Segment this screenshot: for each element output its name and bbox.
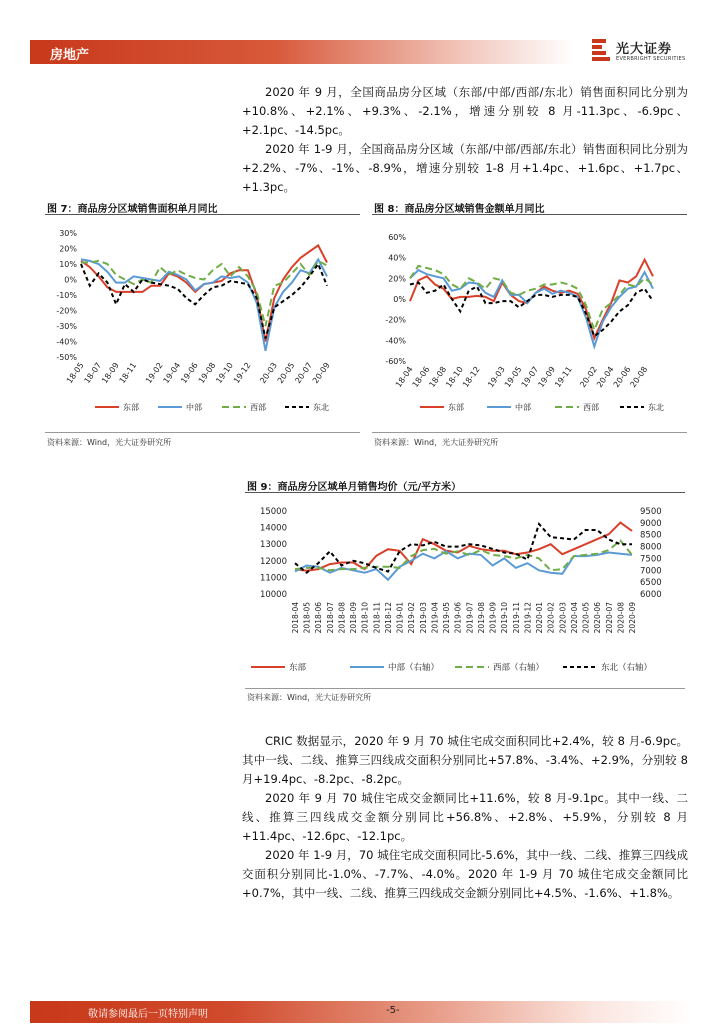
legend-label: 东北 — [648, 403, 664, 412]
legend-label: 中部 — [186, 403, 202, 412]
x-tick-label: 20-02 — [578, 364, 599, 390]
x-tick-label: 2019-08 — [476, 602, 486, 634]
x-tick-label: 2019-07 — [465, 602, 475, 634]
x-tick-label: 2020-01 — [535, 602, 545, 634]
paragraph: 2020 年 9 月，全国商品房分区域（东部/中部/西部/东北）销售面积同比分别为+10.8%、+2.1%、+9.3%、-2.1%，增速分别较 8 月-11.3pc、-6.9pc、+2.1pc、-14.5pc。 — [242, 85, 688, 137]
x-tick-label: 19-11 — [553, 364, 574, 390]
x-tick-label: 2019-04 — [430, 602, 440, 634]
x-tick-label: 2019-06 — [453, 602, 463, 634]
y-tick-label: 20% — [59, 244, 77, 254]
x-tick-label: 2019-01 — [395, 602, 405, 634]
x-tick-label: 18-10 — [444, 364, 465, 390]
legend-label: 东北 — [313, 403, 329, 412]
x-tick-label: 2019-02 — [407, 602, 417, 634]
x-tick-label: 2018-08 — [337, 602, 347, 634]
x-tick-label: 19-08 — [196, 360, 218, 386]
divider — [245, 492, 685, 493]
x-tick-label: 20-06 — [611, 364, 633, 390]
x-tick-label: 2018-10 — [360, 602, 370, 634]
legend-label: 东部 — [448, 403, 464, 412]
x-tick-label: 19-03 — [486, 364, 507, 390]
x-tick-label: 2018-09 — [349, 602, 359, 634]
y-tick-label: -40% — [56, 337, 77, 347]
x-tick-label: 20-08 — [628, 364, 650, 390]
y-tick-label: -50% — [56, 353, 77, 362]
x-tick-label: 2018-06 — [314, 602, 324, 634]
legend-label: 西部 — [250, 403, 266, 412]
x-tick-label: 19-07 — [519, 364, 541, 390]
y-tick-label-right: 6500 — [640, 578, 662, 589]
x-tick-label: 19-09 — [536, 364, 558, 390]
x-tick-label: 2020-09 — [628, 602, 637, 634]
divider — [45, 214, 360, 215]
x-tick-label: 2019-10 — [500, 602, 510, 634]
chart-amount-sales-yoy — [372, 218, 687, 428]
x-tick-label: 18-07 — [82, 360, 104, 386]
legend-label: 东部 — [289, 663, 307, 673]
x-tick-label: 18-08 — [427, 364, 449, 390]
footer-disclaimer: 敬请参阅最后一页特别声明 — [88, 1009, 208, 1020]
x-tick-label: 18-06 — [410, 364, 432, 390]
divider — [372, 432, 687, 433]
source-note: 资料来源：Wind，光大证券研究所 — [374, 438, 499, 447]
x-tick-label: 2019-05 — [442, 602, 452, 634]
y-tick-label-right: 9500 — [640, 507, 662, 517]
x-tick-label: 18-11 — [117, 360, 139, 386]
y-tick-label-left: 13000 — [259, 540, 287, 551]
legend-label: 西部 — [583, 403, 599, 412]
y-tick-label: 20% — [388, 274, 406, 284]
legend-label: 东部 — [123, 403, 139, 412]
chart-avg-price — [245, 496, 685, 686]
y-tick-label: 10% — [59, 260, 77, 269]
x-tick-label: 2020-05 — [581, 602, 591, 634]
x-tick-label: 2018-04 — [291, 602, 300, 634]
x-tick-label: 2018-05 — [302, 602, 312, 634]
y-tick-label-left: 12000 — [259, 556, 287, 567]
x-tick-label: 19-10 — [214, 360, 235, 386]
x-tick-label: 2019-11 — [511, 602, 521, 634]
y-tick-label-right: 7500 — [640, 554, 662, 565]
series-line — [81, 245, 327, 341]
figure-title: 图 8：商品房分区域销售金额单月同比 — [374, 204, 545, 215]
y-tick-label: 0% — [393, 295, 406, 304]
paragraph: 2020 年 1-9 月，70 城住宅成交面积同比-5.6%，其中一线、二线、推算三四线成交面积分别同比-1.0%、-7.7%、-4.0%。2020 年 1-9 月 70 城住宅成交金额同比+0.7%，其中一线、二线、推算三四线成交金额分别同比+4.5%、-1.6%、+1.8%。 — [242, 848, 688, 900]
y-tick-label: 30% — [59, 229, 77, 238]
legend-label: 西部（右轴） — [493, 663, 545, 673]
logo-subtitle: EVERBRIGHT SECURITIES — [616, 56, 686, 62]
figure-title: 图 9：商品房分区域单月销售均价（元/平方米） — [247, 482, 462, 493]
x-tick-label: 2018-12 — [383, 602, 393, 634]
y-tick-label-left: 14000 — [259, 523, 287, 534]
y-tick-label: -20% — [56, 306, 77, 316]
y-tick-label-right: 7000 — [640, 566, 662, 577]
y-tick-label-left: 10000 — [259, 590, 287, 600]
x-tick-label: 20-05 — [275, 360, 297, 386]
section-title: 房地产 — [50, 48, 90, 63]
legend-label: 中部（右轴） — [388, 663, 440, 673]
divider — [245, 688, 685, 689]
y-tick-label-right: 9000 — [640, 518, 662, 529]
y-tick-label-right: 6000 — [640, 590, 662, 600]
y-tick-label-right: 8000 — [640, 542, 662, 553]
x-tick-label: 2020-02 — [546, 602, 556, 634]
x-tick-label: 18-09 — [100, 360, 121, 386]
x-tick-label: 2020-08 — [616, 602, 626, 634]
x-tick-label: 18-12 — [460, 364, 482, 390]
figure-title: 图 7：商品房分区域销售面积单月同比 — [47, 204, 218, 215]
y-tick-label: -30% — [56, 322, 77, 331]
y-tick-label: 40% — [388, 253, 406, 263]
x-tick-label: 2019-03 — [418, 602, 428, 634]
x-tick-label: 19-12 — [231, 360, 253, 386]
y-tick-label: 0% — [64, 275, 77, 285]
y-tick-label: 60% — [388, 233, 406, 242]
x-tick-label: 20-07 — [293, 360, 315, 386]
legend-label: 东北（右轴） — [601, 663, 653, 673]
x-tick-label: 18-05 — [64, 360, 86, 386]
x-tick-label: 19-04 — [161, 360, 183, 386]
x-tick-label: 2020-06 — [593, 602, 603, 634]
x-tick-label: 2019-09 — [488, 602, 498, 634]
series-line — [81, 259, 327, 350]
chart-area-sales-yoy — [45, 218, 360, 428]
source-note: 资料来源：Wind，光大证券研究所 — [247, 693, 372, 702]
x-tick-label: 2020-04 — [569, 602, 579, 634]
logo-name: 光大证券 — [616, 42, 673, 57]
series-line — [295, 523, 632, 571]
header-bar — [30, 40, 575, 64]
x-tick-label: 18-04 — [393, 364, 415, 390]
legend-label: 中部 — [515, 403, 531, 412]
y-tick-label: -40% — [385, 336, 406, 346]
divider — [372, 214, 687, 215]
x-tick-label: 2018-11 — [372, 602, 382, 634]
x-tick-label: 20-09 — [310, 360, 332, 386]
x-tick-label: 2019-12 — [523, 602, 533, 634]
x-tick-label: 2018-07 — [325, 602, 335, 634]
y-tick-label: -60% — [385, 357, 406, 366]
y-tick-label-left: 11000 — [259, 573, 287, 584]
paragraph: CRIC 数据显示，2020 年 9 月 70 城住宅成交面积同比+2.4%，较 8 月-6.9pc。其中一线、二线、推算三四线成交面积分别同比+57.8%、-3.4%、+2.9%，分别较 8 月+19.4pc、-8.2pc、-8.2pc。 — [242, 734, 688, 786]
series-line — [410, 270, 653, 346]
source-note: 资料来源：Wind，光大证券研究所 — [47, 438, 172, 447]
paragraph: 2020 年 9 月 70 城住宅成交金额同比+11.6%，较 8 月-9.1pc。其中一线、二线、推算三四线成交金额分别同比+56.8%、+2.8%、+5.9%，分别较 8 月+11.4pc、-12.6pc、-12.1pc。 — [242, 791, 688, 843]
y-tick-label-left: 15000 — [259, 507, 287, 517]
paragraph: 2020 年 1-9 月，全国商品房分区域（东部/中部/西部/东北）销售面积同比分别为+2.2%、-7%、-1%、-8.9%，增速分别较 1-8 月+1.4pc、+1.6pc、+1.7pc、+1.3pc。 — [242, 142, 688, 194]
x-tick-label: 19-02 — [144, 360, 165, 386]
x-tick-label: 2020-07 — [604, 602, 614, 634]
x-tick-label: 19-05 — [502, 364, 524, 390]
page-number: -5- — [386, 1005, 400, 1016]
x-tick-label: 20-03 — [258, 360, 279, 386]
x-tick-label: 2020-03 — [558, 602, 568, 634]
x-tick-label: 19-06 — [179, 360, 200, 386]
y-tick-label: -10% — [56, 291, 77, 300]
y-tick-label: -20% — [385, 315, 406, 325]
y-tick-label-right: 8500 — [640, 530, 662, 541]
x-tick-label: 20-04 — [595, 364, 616, 390]
divider — [45, 432, 360, 433]
